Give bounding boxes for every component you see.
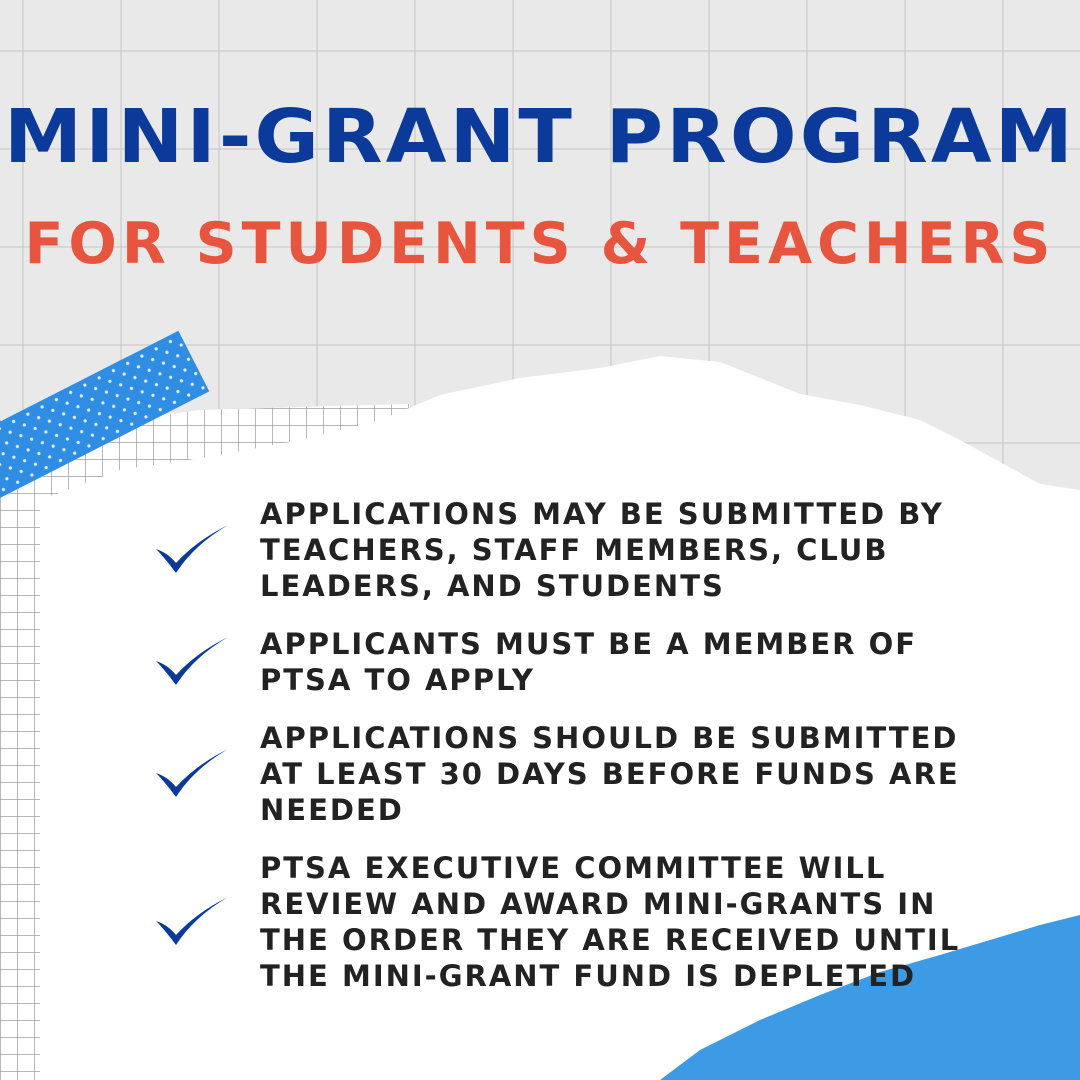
requirements-list [150, 496, 1050, 1016]
checkmark-icon [150, 743, 232, 805]
page-title: MINI-GRANT PROGRAM [4, 94, 1076, 180]
list-item [150, 720, 1050, 828]
checkmark-icon [150, 631, 232, 693]
list-item-text: PTSA EXECUTIVE COMMITTEE WILL REVIEW AND AWARD MINI-GRANTS IN THE ORDER THEY ARE RECEIVED UNTIL THE MINI-GRANT FUND IS DEPLETED [260, 851, 961, 993]
list-item [150, 626, 1050, 698]
checkmark-icon [150, 891, 232, 953]
page-subtitle: FOR STUDENTS & TEACHERS [24, 211, 1056, 277]
list-item-text: APPLICATIONS MAY BE SUBMITTED BY TEACHERS, STAFF MEMBERS, CLUB LEADERS, AND STUDENTS [260, 497, 944, 603]
list-item-text: APPLICANTS MUST BE A MEMBER OF PTSA TO APPLY [260, 627, 918, 697]
header [0, 94, 1080, 277]
list-item [150, 496, 1050, 604]
list-item-text: APPLICATIONS SHOULD BE SUBMITTED AT LEAST 30 DAYS BEFORE FUNDS ARE NEEDED [260, 721, 960, 827]
checkmark-icon [150, 519, 232, 581]
list-item [150, 850, 1050, 994]
